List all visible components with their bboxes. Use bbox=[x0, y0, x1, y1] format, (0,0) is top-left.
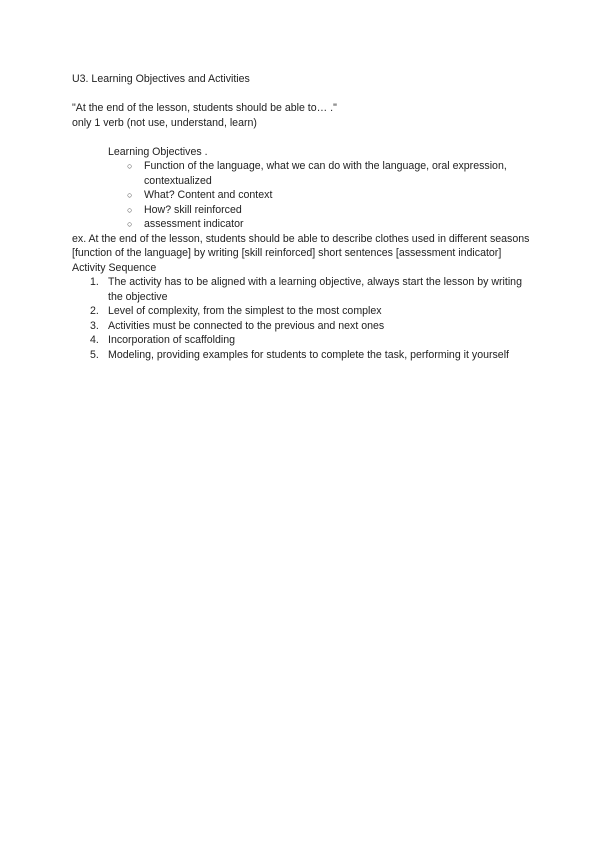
objective-item-text: What? Content and context bbox=[144, 189, 273, 201]
activity-item bbox=[72, 333, 532, 348]
circle-bullet-icon: ○ bbox=[127, 190, 133, 200]
objectives-list bbox=[72, 159, 532, 232]
activity-item bbox=[72, 304, 532, 319]
activity-item bbox=[72, 348, 532, 363]
objective-item bbox=[72, 159, 532, 188]
objective-item-text: Function of the language, what we can do with the language, oral expression, contextualized bbox=[144, 160, 507, 187]
example-text: ex. At the end of the lesson, students should be able to describe clothes used in different seasons [function of the language] by writing [skill reinforced] short sentences [assessment indicator] bbox=[72, 232, 530, 259]
activity-item-text: Activities must be connected to the previous and next ones bbox=[108, 319, 385, 332]
document-title: U3. Learning Objectives and Activities bbox=[72, 73, 250, 85]
document-body bbox=[72, 72, 532, 362]
objectives-heading: Learning Objectives . bbox=[108, 145, 208, 158]
objective-item-text: assessment indicator bbox=[144, 218, 244, 230]
activity-item-number: 1. bbox=[90, 276, 99, 288]
activity-item-text: The activity has to be aligned with a learning objective, always start the lesson by writing the objective bbox=[108, 276, 522, 303]
activity-item bbox=[72, 319, 532, 334]
objective-item bbox=[72, 203, 532, 218]
blank-line bbox=[72, 87, 532, 102]
activity-item bbox=[72, 275, 532, 304]
activity-item-number: 4. bbox=[90, 334, 99, 346]
circle-bullet-icon: ○ bbox=[127, 161, 133, 171]
objective-item bbox=[72, 217, 532, 232]
quote-text: "At the end of the lesson, students should be able to… ." bbox=[72, 102, 337, 114]
activity-item-text: Modeling, providing examples for students to complete the task, performing it yourself bbox=[108, 348, 509, 361]
activity-item-text: Level of complexity, from the simplest to the most complex bbox=[108, 305, 382, 317]
activity-item-text: Incorporation of scaffolding bbox=[108, 334, 236, 346]
blank-line bbox=[72, 130, 532, 145]
objective-item bbox=[72, 188, 532, 203]
circle-bullet-icon: ○ bbox=[127, 219, 133, 229]
activity-sequence-list bbox=[72, 275, 532, 362]
activity-item-number: 3. bbox=[90, 319, 99, 332]
circle-bullet-icon: ○ bbox=[127, 204, 133, 215]
activity-item-number: 2. bbox=[90, 305, 99, 317]
activity-sequence-heading: Activity Sequence bbox=[72, 261, 157, 274]
verb-note: only 1 verb (not use, understand, learn) bbox=[72, 116, 257, 129]
activity-item-number: 5. bbox=[90, 348, 99, 361]
objective-item-text: How? skill reinforced bbox=[144, 203, 242, 216]
